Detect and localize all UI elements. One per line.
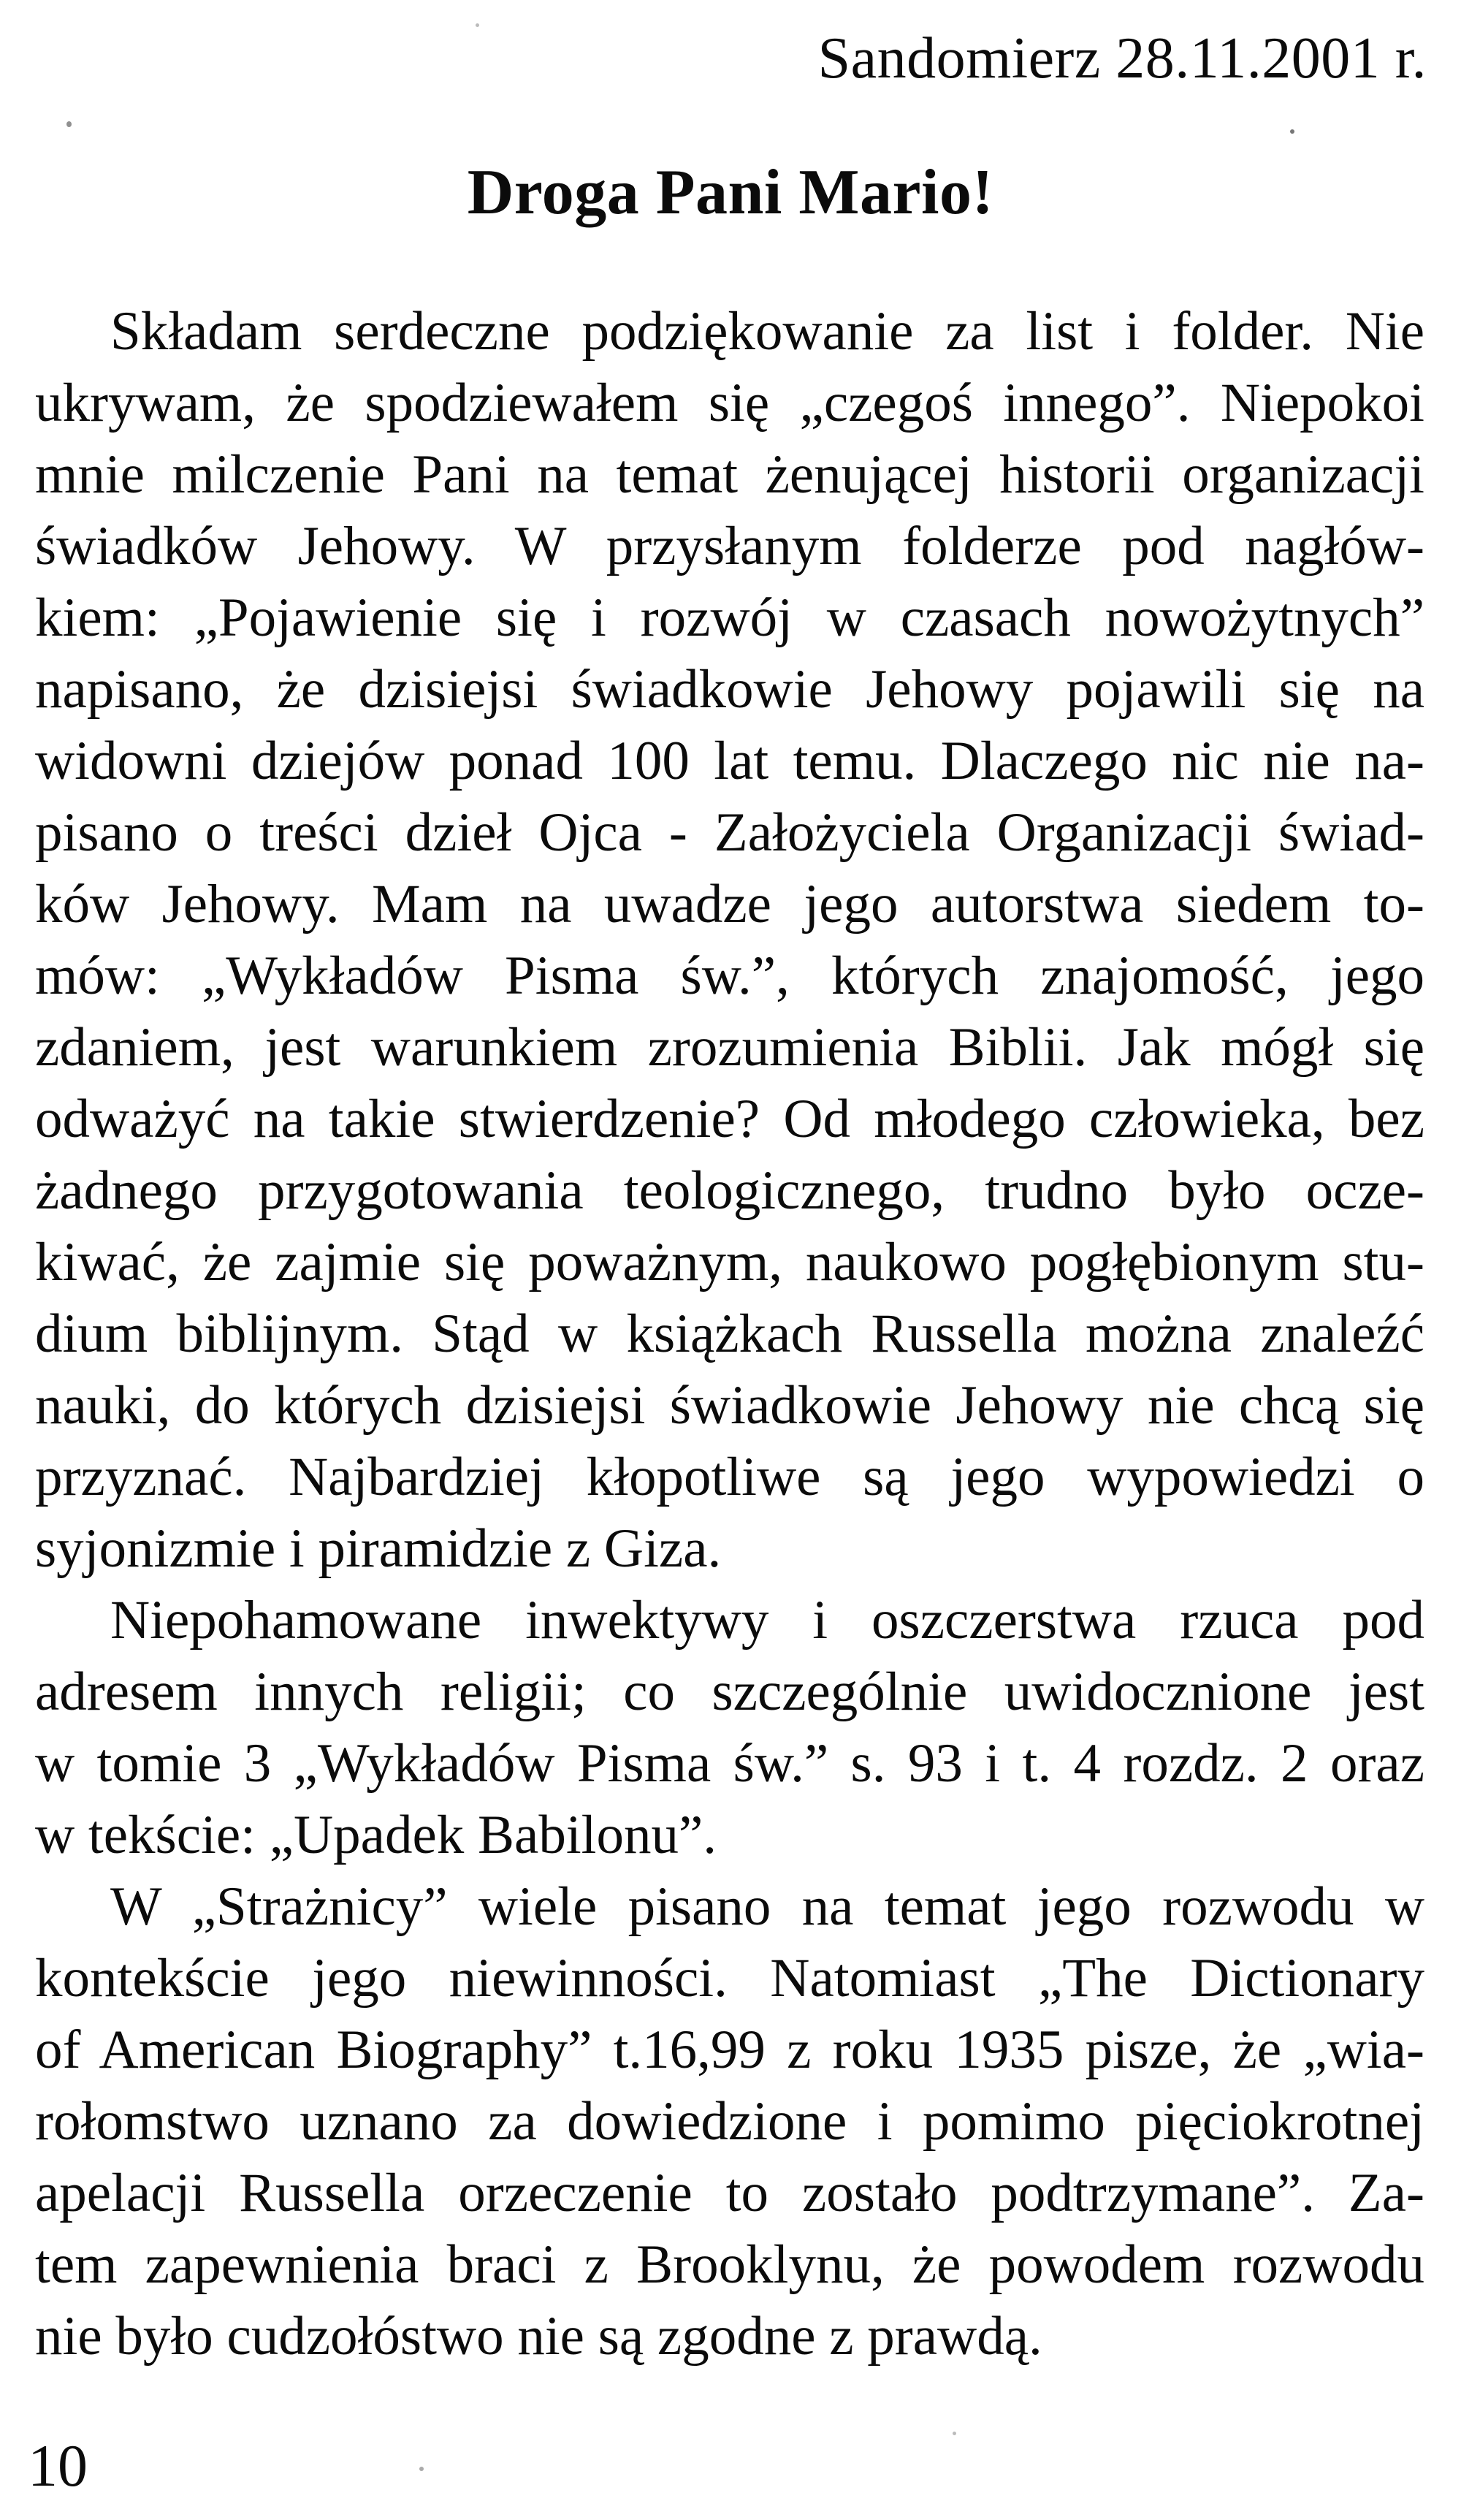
letter-line: apelacji Russella orzeczenie to zostało podtrzymane”. Za-	[35, 2163, 1424, 2223]
letter-line: tem zapewnienia braci z Brooklynu, że powodem rozwodu	[35, 2234, 1424, 2295]
letter-line: napisano, że dzisiejsi świadkowie Jehowy pojawili się na	[35, 659, 1424, 720]
letter-line: widowni dziejów ponad 100 lat temu. Dlaczego nic nie na-	[35, 731, 1424, 791]
letter-line: żadnego przygotowania teologicznego, trudno było ocze-	[35, 1160, 1424, 1221]
letter-line: kiem: „Pojawienie się i rozwój w czasach nowożytnych”	[35, 587, 1424, 648]
letter-line: nauki, do których dzisiejsi świadkowie Jehowy nie chcą się	[35, 1375, 1424, 1436]
letter-line: kiwać, że zajmie się poważnym, naukowo pogłębionym stu-	[35, 1232, 1424, 1293]
letter-line: kontekście jego niewinności. Natomiast „The Dictionary	[35, 1948, 1424, 2009]
page-number: 10	[28, 2432, 88, 2499]
salutation-heading: Droga Pani Mario!	[467, 157, 994, 228]
paragraph	[35, 1585, 1424, 1871]
letter-line: adresem innych religii; co szczególnie uwidocznione jest	[35, 1661, 1424, 1722]
letter-line: przyznać. Najbardziej kłopotliwe są jego wypowiedzi o	[35, 1447, 1424, 1507]
letter-line: odważyć na takie stwierdzenie? Od młodego człowieka, bez	[35, 1089, 1424, 1149]
date-line: Sandomierz 28.11.2001 r.	[817, 26, 1427, 91]
letter-line: syjonizmie i piramidzie z Giza.	[35, 1518, 722, 1579]
scan-speck	[953, 2432, 956, 2435]
letter-line: dium biblijnym. Stąd w książkach Russella można znaleźć	[35, 1303, 1424, 1364]
scan-speck	[66, 121, 72, 127]
letter-line: W „Strażnicy” wiele pisano na temat jego rozwodu w	[110, 1876, 1424, 1937]
letter-line: nie było cudzołóstwo nie są zgodne z prawdą.	[35, 2306, 1042, 2367]
letter-line: Składam serdeczne podziękowanie za list i folder. Nie	[110, 301, 1424, 362]
letter-line: pisano o treści dzieł Ojca - Założyciela Organizacji świad-	[35, 802, 1424, 863]
scan-speck	[476, 23, 479, 27]
letter-line: zdaniem, jest warunkiem zrozumienia Biblii. Jak mógł się	[35, 1017, 1424, 1078]
scan-speck	[419, 2467, 424, 2471]
letter-line: mów: „Wykładów Pisma św.”, których znajomość, jego	[35, 945, 1424, 1006]
letter-line: Niepohamowane inwektywy i oszczerstwa rzuca pod	[110, 1590, 1424, 1651]
letter-body	[35, 296, 1424, 2372]
letter-line: w tekście: „Upadek Babilonu”.	[35, 1805, 717, 1865]
letter-line: mnie milczenie Pani na temat żenującej historii organizacji	[35, 444, 1424, 505]
letter-line: of American Biography” t.16,99 z roku 1935 pisze, że „wia-	[35, 2020, 1424, 2080]
paragraph	[35, 1871, 1424, 2372]
paragraph	[35, 296, 1424, 1585]
letter-line: w tomie 3 „Wykładów Pisma św.” s. 93 i t. 4 rozdz. 2 oraz	[35, 1733, 1424, 1794]
letter-line: ków Jehowy. Mam na uwadze jego autorstwa siedem to-	[35, 874, 1424, 934]
letter-line: rołomstwo uznano za dowiedzione i pomimo pięciokrotnej	[35, 2091, 1424, 2152]
scan-speck	[1290, 129, 1294, 134]
letter-line: świadków Jehowy. W przysłanym folderze pod nagłów-	[35, 516, 1424, 576]
letter-line: ukrywam, że spodziewałem się „czegoś innego”. Niepokoi	[35, 373, 1424, 433]
